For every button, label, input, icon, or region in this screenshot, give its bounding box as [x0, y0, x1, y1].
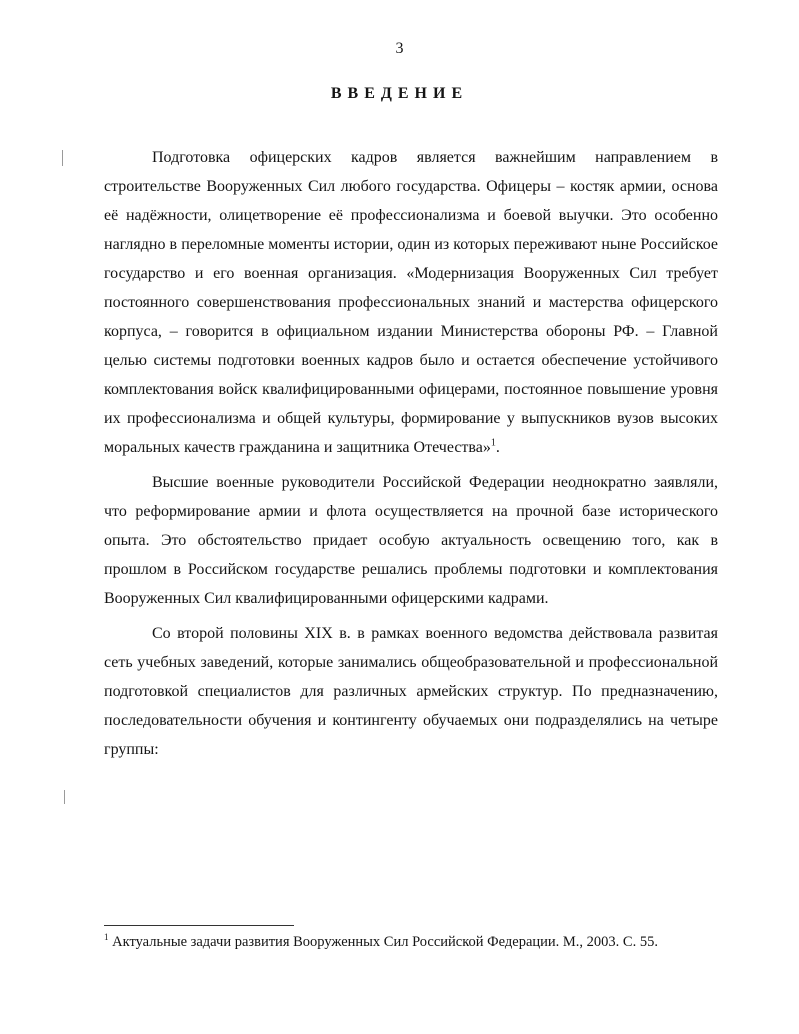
- paragraph-text: Со второй половины XIX в. в рамках военного ведомства действовала развитая сеть учебных заведений, которые занимались общеобразовательной и профессиональной подготовкой специалистов для различных армейских структур. По предназначению, последовательности обучения и контингенту обучаемых они подразделялись на четыре группы:: [104, 625, 718, 758]
- footnote-divider: [104, 925, 294, 926]
- paragraph-text: Высшие военные руководители Российской Федерации неоднократно заявляли, что реформирование армии и флота осуществляется на прочной базе исторического опыта. Это обстоятельство придает особую актуальность освещению того, как в прошлом в Российском государстве решались проблемы подготовки и комплектования Вооруженных Сил квалифицированными офицерскими кадрами.: [104, 474, 718, 607]
- scan-margin-mark: [62, 150, 63, 166]
- page-number: 3: [395, 40, 404, 57]
- paragraph: [104, 143, 718, 462]
- footnote-text: Актуальные задачи развития Вооруженных Сил Российской Федерации. М., 2003. С. 55.: [112, 934, 658, 950]
- footnote-marker: 1: [104, 932, 109, 943]
- page-title: ВВЕДЕНИЕ: [330, 85, 469, 102]
- body-text: [104, 143, 718, 770]
- scan-margin-mark: [64, 790, 65, 804]
- footnote-reference: 1: [490, 437, 496, 449]
- paragraph-trailing-punctuation: .: [495, 439, 500, 456]
- footnote: [104, 932, 724, 952]
- paragraph: [104, 619, 718, 764]
- paragraph: [104, 468, 718, 613]
- paragraph-text: Подготовка офицерских кадров является важнейшим направлением в строительстве Вооруженных Сил любого государства. Офицеры – костяк армии, основа её надёжности, олицетворение её профессионализма и боевой выучки. Это особенно наглядно в переломные моменты истории, один из которых переживают ныне Российское государство и его военная организация. «Модернизация Вооруженных Сил требует постоянного совершенствования профессиональных знаний и мастерства офицерского корпуса, – говорится в официальном издании Министерства обороны РФ. – Главной целью системы подготовки военных кадров было и остается обеспечение устойчивого комплектования войск квалифицированными офицерами, постоянное повышение уровня их профессионализма и общей культуры, формирование у выпускников вузов высоких моральных качеств гражданина и защитника Отечества»: [104, 149, 718, 456]
